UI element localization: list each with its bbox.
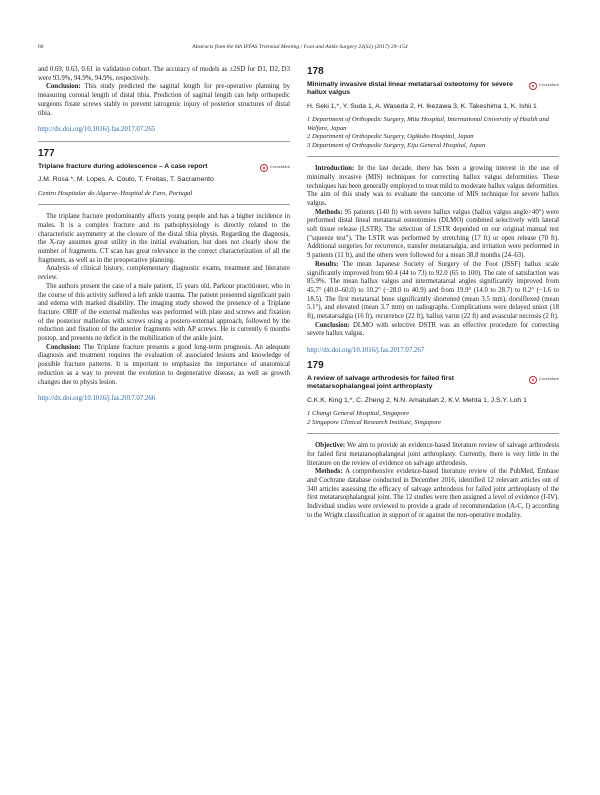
running-header [38,44,562,56]
crossmark-icon [529,376,537,384]
crossmark-label: CrossMark [269,164,290,170]
abstract-177-affiliation: Centro Hospitalar do Algarve–Hospital de Faro, Portugal [38,189,193,197]
abstract-177-title: Triplane fracture during adolescence – A case report [38,162,208,170]
abstract-179-methods [307,468,559,520]
crossmark-label: CrossMark [538,376,559,382]
abstract-178-affiliation-2: 2 Department of Orthopedic Surgery, Ogikubo Hospital, Japan [307,133,474,141]
methods-text: 95 patients (140 ft) with severe hallux valgus (hallux valgus angle>40°) were performed distal lineal metatarsal osteotomies (DLMO) combined selectively with lateral soft tissue release (LSTR). The selection of LSTR depended on our original manual test ("squeeze test"). The LSTR was performed by stretching (17 ft) or open release (70 ft). Additional surgeries for recurrence, transfer metatarsalgia, and irritation were performed in 9 patients (11 ft), and the others were followed for a mean 38.8 months (24–63). [307,208,559,260]
abstract-178-title: Minimally invasive distal linear metatarsal osteotomy for severe hallux valgus [307,80,513,97]
continued-conclusion [38,83,290,118]
divider [38,141,290,142]
abstract-177-header [38,163,290,172]
crossmark-icon [529,82,537,90]
crossmark-label: CrossMark [538,82,559,88]
abstract-178-affiliation-3: 3 Department of Orthopedic Surgery, Eiju General Hospital, Japan [307,141,486,149]
abstract-177-authors: J.M. Rosa *, M. Lopes, A. Couto, T. Freitas, T. Sacramento [38,176,214,184]
abstract-177-p1: The triplane fracture predominantly affects young people and has a higher incidence in males. It is a complex fracture and its pathophysiology is directly related to the characteristic asymmetry at the closure of the distal tibia physis. Regarding the diagnosis, the X-ray assumes great utility in the initial evaluation, but does not clearly show the number of fragments. CT scan has great relevance in the correct characterization of all the fragments, as well as in the preoperative planning. [38,213,290,264]
abstract-178-authors: H. Seki 1,*, Y. Suda 1, A. Waseda 2, H. Ikezawa 3, K. Takeshima 1, K. Ishii 1 [307,102,537,110]
abstract-179-affiliation-1: 1 Changi General Hospital, Singapore [307,410,410,418]
conclusion-label: Conclusion: [46,83,81,91]
results-text: The mean Japanese Society of Surgery of the Foot (JSSF) hallux scale significantly improved from 60.4 (44 to 73) to 92.0 (65 to 100). The rate of satisfaction was 85.9%. The mean hallux valgus and intermetatarsal angles significantly improved from 45.7° (40.0–60.0) to 10.2° (−28.0 to 40.9) and from 19.9° (14.0 to 28.7) to 8.2° (−1.6 to 18.5). The first metatarsal bone significantly shortened (mean 3.5 mm), dorsiflexed (mean 5.1°), and elevated (mean 3.7 mm) on radiographs. Complications were delayed union (18 ft), metatarsalgia (16 ft), recurrence (22 ft), hallux varus (22 ft) and avascular necrosis (2 ft). [307,260,559,321]
abstract-number-179: 179 [307,359,324,371]
abstract-178-affiliation-1: 1 Department of Orthopedic Surgery, Mita Hospital, International University of Health and Welfare, Japan [307,116,550,132]
objective-label: Objective: [315,442,346,450]
abstract-177-conclusion [38,344,290,388]
right-column [307,62,559,521]
conclusion-text: This study predicted the sagittal length for pre-operative planning by measuring coronal length of distal tibia. Prediction of sagittal length can help orthopedic surgeons fixate screws stably to prevent iatrogenic injury of posterior structures of distal tibia. [38,83,290,117]
abstract-179-title: A review of salvage arthrodesis for failed first metatarsophalangeal joint arthroplasty [307,374,455,391]
abstract-177-p2: Analysis of clinical history, complementary diagnostic exams, treatment and literature review. [38,265,290,282]
crossmark-badge[interactable] [529,81,559,91]
abstract-number-178: 178 [307,66,324,77]
objective-text: We aim to provide an evidence-based literature review of salvage arthrodesis for failed first metatarsophalangeal joint arthroplasty. Currently, there is very little in the literature on the review of evidence on salvage arthrodesis. [307,442,559,467]
abstract-179-objective [307,442,559,468]
doi-link-267[interactable]: http://dx.doi.org/10.1016/j.fas.2017.07.267 [307,347,425,355]
crossmark-icon [260,164,268,172]
abstract-178-results [307,261,559,322]
doi-link-266[interactable]: http://dx.doi.org/10.1016/j.fas.2017.07.266 [38,395,156,403]
abstract-177-p3: The authors present the case of a male patient, 15 years old, Parkour practitioner, who in the course of this activity suffered a left ankle trauma. The patient presented significant pain and edema with marked disability. The imaging study showed the presence of a Triplane fracture. ORIF of the external malleolus was performed with plate and screws and fixation of the posterior malleolus with screws using a postero-external approach, followed by the reduction and fixation of the anterior fragments with AP screws. He is currently 6 months postop, and presents no deficit in the mobilization of the ankle joint. [38,282,290,343]
abstract-178-methods [307,209,559,261]
left-column [38,66,290,404]
abstract-number-177: 177 [38,147,55,159]
methods-text: A comprehensive evidence-based literature review of the PubMed, Embase and Cochrane database conducted in December 2016, identified 12 relevant articles out of 340 articles assessing the efficacy of salvage arthrodesis for failed joint arthroplasty of the first metatarsophalangeal joint. The 12 studies were then assigned a level of evidence (I-IV). Individual studies were reviewed to provide a grade of recommendation (A-C, I) according to the Wright classification in support of or against the non-operative modality. [307,468,559,519]
divider [38,204,290,205]
crossmark-badge[interactable] [529,375,559,385]
conclusion-label: Conclusion: [46,343,81,351]
abstract-179-authors: C.K.K. King 1,*, C. Zheng 2, N.N. Amatullah 2, K.V. Mehta 1, J.S.Y. Loh 1 [307,396,527,404]
divider [307,433,559,434]
crossmark-badge[interactable] [260,163,290,173]
intro-label: Introduction: [315,165,355,173]
divider [307,156,559,157]
continued-results: and 0.69, 0.63, 0.61 in validation cohort. The accuracy of models as ±2SD for D1, D2, D3 were 93.9%, 94.9%, 94.9%, respectively. [38,66,290,82]
abstract-179-header [307,375,559,392]
journal-citation: Abstracts from the 6th IFFAS Triennial Meeting / Foot and Ankle Surgery 23(S1) (2017) 29–154 [192,44,408,50]
page-number: 60 [38,44,44,50]
abstract-178-header [307,81,559,98]
abstract-178-conclusion [307,322,559,339]
results-label: Results: [315,260,339,268]
conclusion-text: The Triplane fracture presents a good long-term prognosis. An adequate diagnosis and treatment requires the evaluation of associated lesions and knowledge of possible fracture patterns. It is important to emphasize the importance of anatomical reduction as a way to prevent the evolution to degenerative disease, as well as growth changes due to physis lesion. [38,343,290,386]
conclusion-text: DLMO with selective DSTR was an effective procedure for correcting severe hallux valgus. [307,321,559,338]
methods-label: Methods: [315,468,343,476]
conclusion-label: Conclusion: [315,321,350,329]
doi-link-265[interactable]: http://dx.doi.org/10.1016/j.fas.2017.07.265 [38,126,156,134]
intro-text: In the last decade, there has been a growing interest in the use of minimally invasive (MIS) techniques for correcting hallux valgus deformities. These techniques has been generally employed to treat mild to moderate hallux valgus deformities. The aim of this study was to evaluate the outcome of MIS technique for severe hallux valgus. [307,165,559,207]
abstract-178-intro [307,165,559,209]
abstract-179-affiliation-2: 2 Singapore Clinical Research Institute, Singapore [307,418,442,426]
methods-label: Methods: [315,208,343,216]
